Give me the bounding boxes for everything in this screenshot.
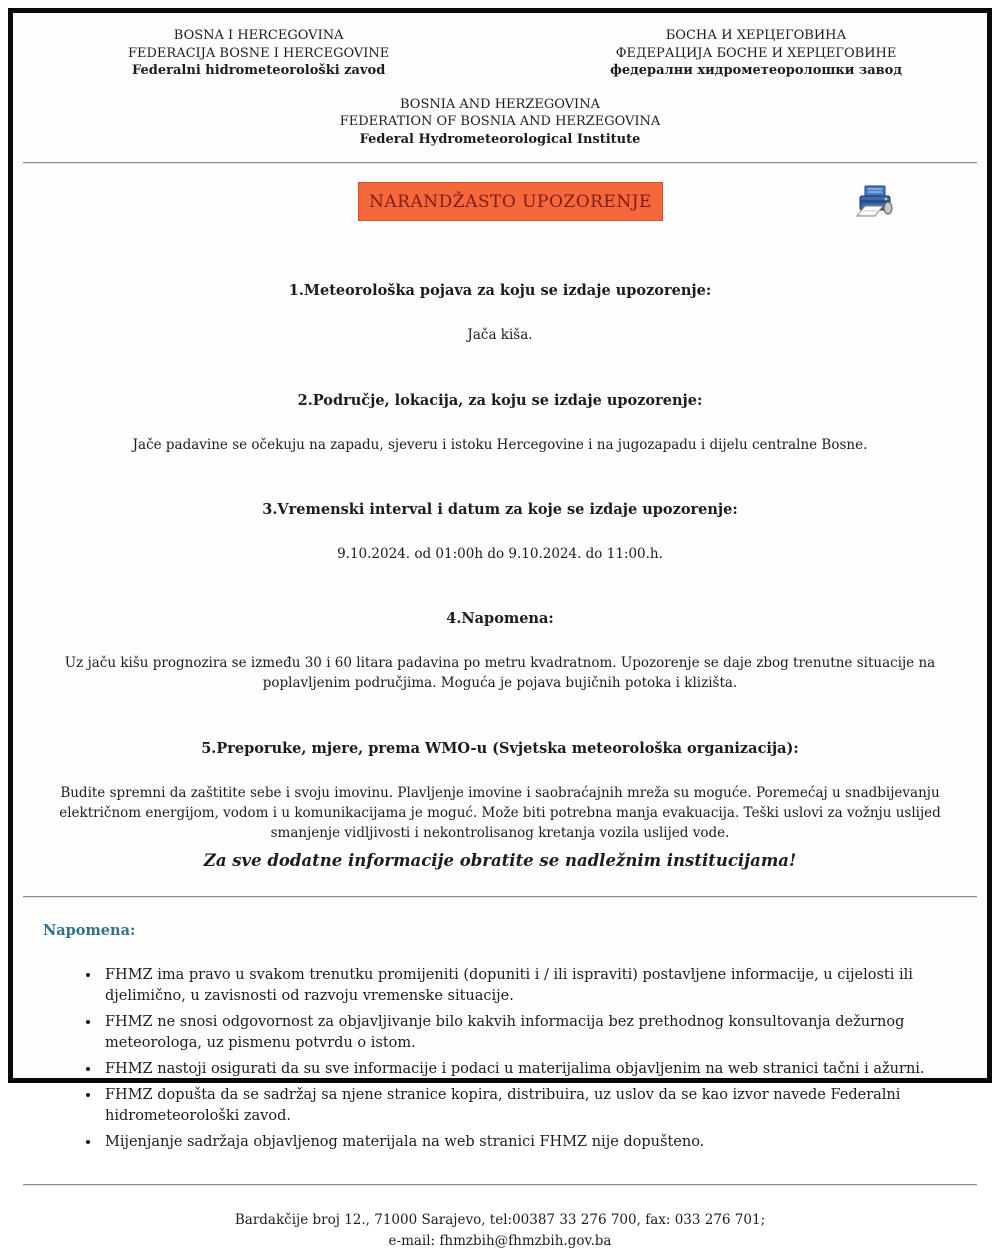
section-1-heading: 1.Meteorološka pojava za koju se izdaje upozorenje: [288,282,712,300]
section-3-body: 9.10.2024. od 01:00h do 9.10.2024. do 11:00.h. [337,545,663,562]
header-cyrillic-line2: ФЕДЕРАЦИЈА БОСНЕ И ХЕРЦЕГОВИНЕ [615,45,897,61]
section-4 [13,610,987,694]
printer-icon[interactable] [853,184,895,222]
napomena-section [13,922,987,1153]
section-4-body: Uz jaču kišu prognozira se između 30 i 60 litara padavina po metru kvadratnom. Upozorenje se daje zbog trenutne situacije na poplavljenim područjima. Moguća je pojava bujičnih potoka i klizišta. [64,655,936,692]
section-3-heading: 3.Vremenski interval i datum za koje se izdaje upozorenje: [262,500,738,518]
header-cyrillic-line1: БОСНА И ХЕРЦЕГОВИНА [665,28,847,43]
section-2 [13,392,987,455]
section-1-body: Jača kiša. [467,327,533,344]
section-5-heading: 5.Preporuke, mjere, prema WMO-u (Svjetska meteorološka organizacija): [201,739,799,757]
header-bosnian-line3: Federalni hidrometeorološki zavod [132,63,386,79]
footer-divider [23,1184,977,1186]
section-2-heading: 2.Područje, lokacija, za koju se izdaje upozorenje: [297,391,703,409]
page-frame [8,8,992,1250]
napomena-item-4: • FHMZ dopušta da se sadržaj sa njene stranice kopira, distribuira, uz uslov da se kao izvor navede Federalni hidrometeorološki zavod. [101,1085,959,1127]
section-3 [13,501,987,564]
napomena-item-3: • FHMZ nastoji osigurati da su sve informacije i podaci u materijalima objavljenim na web stranici tačni i ažurni. [101,1059,959,1080]
header-cyrillic-line3: федерални хидрометеоролошки завод [610,63,902,79]
napomena-item-5: • Mijenjanje sadržaja objavljenog materijala na web stranici FHMZ nije dopušteno. [101,1132,959,1153]
napomena-item-1: • FHMZ ima pravo u svakom trenutku promijeniti (dopuniti i / ili ispraviti) postavljene informacije, u cijelosti ili djelimično, u zavisnosti od razvoju vremenske situacije. [101,965,959,1007]
closing-note: Za sve dodatne informacije obratite se nadležnim institucijama! [203,851,797,871]
header-divider [23,162,977,164]
napomena-item-2: • FHMZ ne snosi odgovornost za objavljivanje bilo kakvih informacija bez prethodnog konsultovanja dežurnog meteorologa, uz pismenu potvrdu o istom. [101,1012,959,1054]
napomena-divider [23,896,977,898]
section-5 [13,740,987,844]
napomena-list [101,965,959,1153]
header-bosnian [128,27,389,80]
section-4-heading: 4.Napomena: [446,610,554,628]
header [13,13,987,148]
header-cyrillic [610,27,902,80]
header-bosnian-line2: FEDERACIJA BOSNE I HERCEGOVINE [128,45,390,61]
footer [13,1210,987,1252]
orange-warning-banner[interactable]: NARANDŽASTO UPOZORENJE [358,182,663,221]
warning-sections [13,282,987,843]
section-2-body: Jače padavine se očekuju na zapadu, sjeveru i istoku Hercegovine i na jugozapadu i dijelu centralne Bosne. [132,436,868,453]
section-5-body: Budite spremni da zaštitite sebe i svoju imovinu. Plavljenje imovine i saobraćajnih mreža su moguće. Poremećaj u snadbijevanju električnom energijom, vodom i u komunikacijama je moguć. Može biti potrebna manja evakuacija. Teški uslovi za vožnju uslijed smanjenje vidljivosti i nekontrolisanog kretanja vozila uslijed vode. [59,784,941,842]
footer-email: e-mail: fhmzbih@fhmzbih.gov.ba [388,1233,612,1250]
header-english-line3: Federal Hydrometeorological Institute [359,131,641,147]
header-english [13,96,987,149]
section-1 [13,282,987,345]
footer-address: Bardakčije broj 12., 71000 Sarajevo, tel:00387 33 276 700, fax: 033 276 701; [234,1212,766,1229]
header-bosnian-line1: BOSNA I HERCEGOVINA [173,28,344,43]
header-english-line1: BOSNIA AND HERZEGOVINA [400,96,600,112]
header-english-line2: FEDERATION OF BOSNIA AND HERZEGOVINA [339,114,661,130]
warning-banner-row [13,182,987,252]
napomena-heading: Napomena: [43,922,136,940]
